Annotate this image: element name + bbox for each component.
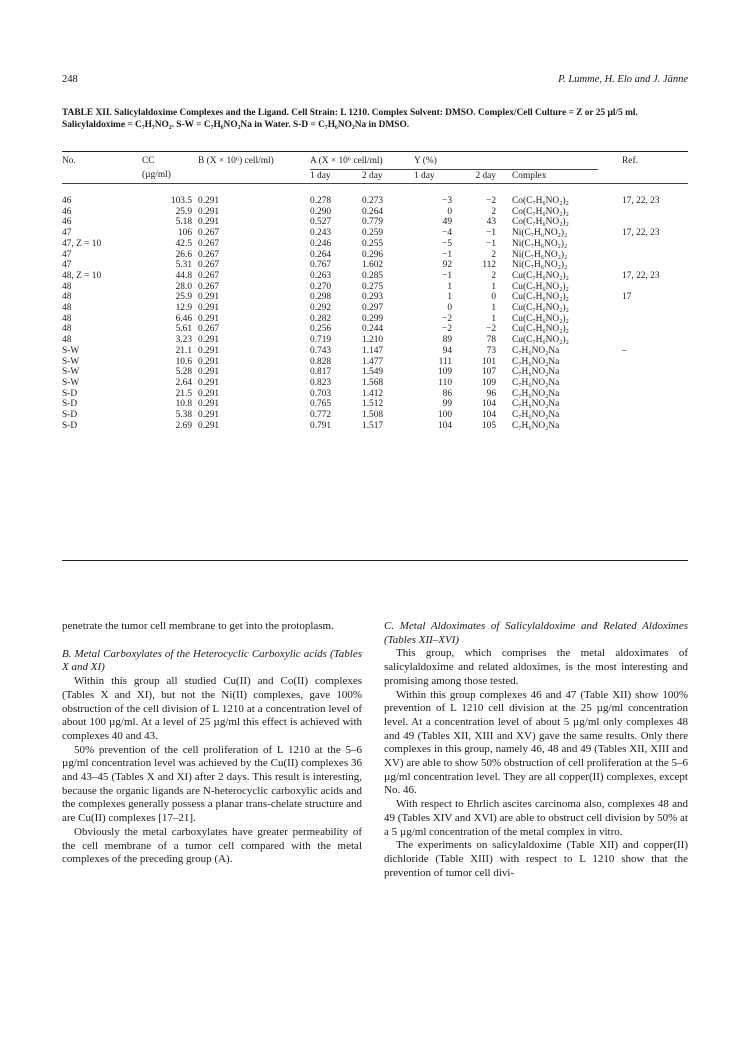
cell-y-2day: 104 <box>481 410 497 421</box>
cell-y-2day: 2 <box>491 270 497 281</box>
cell-complex: Co(C₇H₆NO₂)₂ <box>512 217 569 228</box>
cell-cc: 26.6 <box>175 249 192 260</box>
cell-complex: C₇H₆NO₂Na <box>512 377 560 388</box>
col-header-a-2day: 2 day <box>362 170 414 185</box>
table-row <box>62 217 688 228</box>
cell-y-1day: 89 <box>442 335 453 346</box>
cell-cc: 5.28 <box>175 367 192 378</box>
cell-cc: 5.18 <box>175 217 192 228</box>
cell-a-1day: 0.772 <box>310 410 332 421</box>
cell-y-2day: 104 <box>481 399 497 410</box>
table-top-rule <box>62 151 688 152</box>
cell-b: 0.267 <box>198 249 220 260</box>
table-row <box>62 303 688 314</box>
cell-b: 0.291 <box>198 335 220 346</box>
cell-no: 48 <box>62 292 72 303</box>
cell-a-1day: 0.765 <box>310 399 332 410</box>
cell-complex: C₇H₆NO₂Na <box>512 420 560 431</box>
cell-no: 48 <box>62 335 72 346</box>
cell-ref <box>598 207 688 218</box>
cell-no: 48, Z = 10 <box>62 270 102 281</box>
cell-y-2day: 101 <box>481 356 497 367</box>
cell-a-1day: 0.246 <box>310 238 332 249</box>
cell-complex: C₇H₆NO₂Na <box>512 356 560 367</box>
col-header-cc-unit: (µg/ml) <box>142 169 171 180</box>
cell-y-1day: 1 <box>447 292 453 303</box>
cell-y-2day: −1 <box>486 238 497 249</box>
col-header-complex: Complex <box>502 170 598 185</box>
cell-a-1day: 0.703 <box>310 388 332 399</box>
table-row <box>62 260 688 271</box>
cell-ref: – <box>622 345 627 356</box>
cell-complex: C₇H₆NO₂Na <box>512 345 560 356</box>
table-row <box>62 410 688 421</box>
section-heading: B. Metal Carboxylates of the Heterocyclic Carboxylic acids (Tables X and XI) <box>62 647 362 674</box>
cell-y-2day: −2 <box>486 196 497 206</box>
cell-cc: 3.23 <box>175 335 192 346</box>
cell-a-1day: 0.292 <box>310 303 332 314</box>
cell-a-2day: 1.412 <box>362 388 384 399</box>
cell-no: 48 <box>62 303 72 314</box>
cell-no: S-D <box>62 420 78 431</box>
body-paragraph: 50% prevention of the cell proliferation of L 1210 at the 5–6 µg/ml concentration level was achieved by the Cu(II) complexes 36 and 43–45 (Tables X and XI) after 2 days. This result is interesting, because the organic ligands are N-heterocyclic carboxylic acids and the complexes generally possess a planar trans-chelate structure and are Cu(II) complexes [17–21]. <box>62 743 362 825</box>
cell-b: 0.267 <box>198 324 220 335</box>
table-caption: TABLE XII. Salicylaldoxime Complexes and the Ligand. Cell Strain: L 1210. Complex Solvent: DMSO. Complex/Cell Culture = Z or 25 µl/5 ml. Salicylaldoxime = C₇H₇NO₂. S-W = C₇H₆NO₂Na in Water. S-D = C₇H₆NO₂Na in DMSO. <box>62 108 638 130</box>
header-bottom-rule <box>62 183 688 184</box>
cell-complex: Cu(C₇H₆NO₂)₂ <box>512 313 569 324</box>
cell-no: S-W <box>62 345 80 356</box>
cell-y-1day: 99 <box>442 399 453 410</box>
cell-complex: C₇H₆NO₂Na <box>512 399 560 410</box>
cell-ref <box>598 399 688 410</box>
header-row <box>62 156 688 170</box>
cell-a-2day: 0.293 <box>362 292 384 303</box>
cell-a-2day: 1.512 <box>362 399 384 410</box>
cell-y-1day: 111 <box>438 356 453 367</box>
cell-a-1day: 0.264 <box>310 249 332 260</box>
cell-a-2day: 0.297 <box>362 303 384 314</box>
cell-y-2day: 73 <box>486 345 497 356</box>
cell-no: 47, Z = 10 <box>62 238 102 249</box>
col-header-y-1day: 1 day <box>414 170 458 185</box>
cell-a-1day: 0.290 <box>310 206 332 217</box>
cell-y-1day: 0 <box>447 206 453 217</box>
cell-a-2day: 1.549 <box>362 367 384 378</box>
cell-no: S-W <box>62 367 80 378</box>
cell-complex: Cu(C₇H₆NO₂)₂ <box>512 281 569 292</box>
cell-a-1day: 0.743 <box>310 345 332 356</box>
col-header-cc: CC <box>142 156 155 166</box>
cell-a-2day: 0.244 <box>362 324 384 335</box>
cell-a-2day: 0.259 <box>362 228 384 239</box>
cell-a-1day: 0.527 <box>310 217 332 228</box>
table-row <box>62 228 688 239</box>
cell-ref <box>598 217 688 228</box>
table-row <box>62 399 688 410</box>
cell-a-1day: 0.767 <box>310 260 332 271</box>
section-heading: C. Metal Aldoximates of Salicylaldoxime and Related Aldoximes (Tables XII–XVI) <box>384 620 688 646</box>
cell-ref: 17, 22, 23 <box>622 228 660 239</box>
table-row <box>62 250 688 261</box>
cell-y-2day: 109 <box>481 377 497 388</box>
cell-no: 47 <box>62 249 72 260</box>
body-paragraph: This group, which comprises the metal aldoximates of salicylaldoxime and related aldoximes, is the most interesting and promising among those tested. <box>384 647 688 687</box>
table-body <box>62 184 688 431</box>
cell-b: 0.291 <box>198 399 220 410</box>
cell-ref <box>598 260 688 271</box>
cell-no: 48 <box>62 324 72 335</box>
cell-a-1day: 0.719 <box>310 335 332 346</box>
cell-y-2day: 107 <box>481 367 497 378</box>
body-paragraph: The experiments on salicylaldoxime (Table XII) and copper(II) dichloride (Table XIII) with respect to L 1210 show that the prevention of tumor cell divi- <box>384 839 688 879</box>
cell-complex: Ni(C₇H₆NO₂)₂ <box>512 249 568 260</box>
cell-a-2day: 0.285 <box>362 270 384 281</box>
right-text-column <box>384 620 688 880</box>
cell-y-1day: 1 <box>447 281 453 292</box>
table-row <box>62 282 688 293</box>
cell-cc: 25.9 <box>175 292 192 303</box>
cell-cc: 5.31 <box>175 260 192 271</box>
cell-cc: 10.6 <box>175 356 192 367</box>
cell-y-1day: −4 <box>442 228 453 239</box>
cell-no: 46 <box>62 217 72 228</box>
table-row <box>62 367 688 378</box>
cell-no: S-W <box>62 356 80 367</box>
cell-y-1day: −3 <box>442 196 453 206</box>
cell-a-1day: 0.828 <box>310 356 332 367</box>
cell-y-2day: 0 <box>491 292 497 303</box>
cell-complex: Ni(C₇H₆NO₂)₂ <box>512 260 568 271</box>
cell-ref: 17 <box>622 292 632 303</box>
cell-y-1day: −5 <box>442 238 453 249</box>
cell-ref <box>598 324 688 335</box>
cell-y-1day: 92 <box>442 260 453 271</box>
cell-ref <box>598 314 688 325</box>
cell-y-1day: 86 <box>442 388 453 399</box>
cell-ref: 17, 22, 23 <box>622 270 660 281</box>
cell-cc: 106 <box>177 228 192 239</box>
cell-no: S-D <box>62 388 78 399</box>
table-row <box>62 357 688 368</box>
cell-b: 0.291 <box>198 217 220 228</box>
cell-b: 0.267 <box>198 228 220 239</box>
cell-a-2day: 1.477 <box>362 356 384 367</box>
cell-a-2day: 0.255 <box>362 238 384 249</box>
cell-cc: 21.5 <box>175 388 192 399</box>
cell-y-1day: 0 <box>447 303 453 314</box>
cell-ref <box>598 303 688 314</box>
left-text-column <box>62 620 362 867</box>
cell-ref <box>598 378 688 389</box>
cell-complex: Cu(C₇H₆NO₂)₂ <box>512 324 569 335</box>
body-paragraph: Obviously the metal carboxylates have greater permeability of the cell membrane of a tumor cell compared with the metal complexes of the preceding group (A). <box>62 825 362 866</box>
cell-y-2day: 2 <box>491 249 497 260</box>
cell-y-1day: −2 <box>442 324 453 335</box>
cell-a-2day: 0.275 <box>362 281 384 292</box>
cell-b: 0.291 <box>198 196 220 206</box>
cell-y-1day: −2 <box>442 313 453 324</box>
cell-b: 0.291 <box>198 356 220 367</box>
col-header-a: A (X × 10⁶ cell/ml) <box>310 156 383 166</box>
cell-cc: 2.64 <box>175 377 192 388</box>
col-header-no: No. <box>62 156 76 166</box>
cell-a-1day: 0.263 <box>310 270 332 281</box>
cell-ref <box>598 335 688 346</box>
table-row <box>62 346 688 357</box>
cell-cc: 2.69 <box>175 420 192 431</box>
cell-complex: Co(C₇H₆NO₂)₂ <box>512 196 569 206</box>
cell-complex: Ni(C₇H₆NO₂)₂ <box>512 228 568 239</box>
cell-a-2day: 1.210 <box>362 335 384 346</box>
cell-complex: C₇H₆NO₂Na <box>512 410 560 421</box>
cell-y-2day: 105 <box>481 420 497 431</box>
cell-y-2day: 1 <box>491 281 497 292</box>
table-row <box>62 389 688 400</box>
cell-b: 0.291 <box>198 303 220 314</box>
cell-a-1day: 0.278 <box>310 196 332 206</box>
body-paragraph: penetrate the tumor cell membrane to get into the protoplasm. <box>62 620 334 632</box>
cell-y-2day: 112 <box>482 260 497 271</box>
cell-complex: Cu(C₇H₆NO₂)₂ <box>512 292 569 303</box>
cell-complex: Cu(C₇H₆NO₂)₂ <box>512 270 569 281</box>
cell-complex: Cu(C₇H₆NO₂)₂ <box>512 303 569 314</box>
cell-y-2day: 2 <box>491 206 497 217</box>
cell-b: 0.291 <box>198 420 220 431</box>
cell-cc: 103.5 <box>170 196 192 206</box>
cell-no: 46 <box>62 206 72 217</box>
cell-no: 47 <box>62 228 72 239</box>
cell-y-1day: 100 <box>437 410 453 421</box>
cell-b: 0.291 <box>198 345 220 356</box>
cell-a-2day: 0.264 <box>362 206 384 217</box>
cell-b: 0.267 <box>198 270 220 281</box>
cell-b: 0.267 <box>198 260 220 271</box>
cell-b: 0.267 <box>198 281 220 292</box>
cell-ref: 17, 22, 23 <box>622 196 660 206</box>
cell-a-1day: 0.298 <box>310 292 332 303</box>
cell-no: 48 <box>62 313 72 324</box>
cell-b: 0.291 <box>198 206 220 217</box>
cell-ref <box>598 282 688 293</box>
cell-b: 0.267 <box>198 238 220 249</box>
table-row <box>62 421 688 432</box>
col-header-b: B (X × 10⁶) cell/ml) <box>198 156 274 166</box>
cell-y-2day: 1 <box>491 313 497 324</box>
cell-cc: 28.0 <box>175 281 192 292</box>
cell-y-1day: −1 <box>442 249 453 260</box>
cell-b: 0.291 <box>198 410 220 421</box>
cell-y-1day: 104 <box>437 420 453 431</box>
cell-ref <box>598 389 688 400</box>
page-number: 248 <box>62 74 78 85</box>
cell-cc: 10.8 <box>175 399 192 410</box>
cell-y-1day: 109 <box>437 367 453 378</box>
table-row <box>62 271 688 282</box>
cell-no: 47 <box>62 260 72 271</box>
cell-no: 48 <box>62 281 72 292</box>
cell-y-1day: 94 <box>442 345 453 356</box>
running-head: P. Lumme, H. Elo and J. Jänne <box>558 74 688 85</box>
cell-a-1day: 0.282 <box>310 313 332 324</box>
cell-y-1day: −1 <box>442 270 453 281</box>
col-header-a-1day: 1 day <box>310 170 362 185</box>
cell-ref <box>598 367 688 378</box>
cell-complex: Cu(C₇H₆NO₂)₂ <box>512 335 569 346</box>
table-row <box>62 324 688 335</box>
table-row <box>62 314 688 325</box>
cell-a-1day: 0.256 <box>310 324 332 335</box>
cell-a-2day: 0.273 <box>362 196 384 206</box>
cell-a-1day: 0.817 <box>310 367 332 378</box>
cell-cc: 44.8 <box>175 270 192 281</box>
table-row <box>62 378 688 389</box>
cell-a-2day: 1.602 <box>362 260 384 271</box>
cell-b: 0.291 <box>198 388 220 399</box>
cell-y-2day: 43 <box>486 217 497 228</box>
cell-y-2day: 78 <box>486 335 497 346</box>
body-paragraph: Within this group all studied Cu(II) and Co(II) complexes (Tables X and XI), but not the Ni(II) complexes, gave 100% obstruction of the cell division of L 1210 at a concentration level of about 100 µg/ml. At a level of 25 µg/ml this effect is achieved with complexes 40 and 43. <box>62 675 362 742</box>
cell-cc: 12.9 <box>175 303 192 314</box>
cell-a-2day: 1.508 <box>362 410 384 421</box>
cell-complex: C₇H₆NO₂Na <box>512 367 560 378</box>
cell-b: 0.291 <box>198 377 220 388</box>
table-row <box>62 239 688 250</box>
cell-y-2day: 1 <box>491 303 497 314</box>
cell-complex: Ni(C₇H₆NO₂)₂ <box>512 238 568 249</box>
cell-b: 0.291 <box>198 313 220 324</box>
table-row <box>62 207 688 218</box>
cell-cc: 21.1 <box>175 345 192 356</box>
cell-ref <box>598 357 688 368</box>
data-table <box>62 156 688 431</box>
col-header-y: Y (%) <box>414 156 437 166</box>
cell-no: S-D <box>62 410 78 421</box>
cell-y-2day: −2 <box>486 324 497 335</box>
col-header-y-2day: 2 day <box>458 170 502 185</box>
table-row <box>62 184 688 207</box>
cell-a-1day: 0.791 <box>310 420 332 431</box>
cell-a-2day: 1.517 <box>362 420 384 431</box>
cell-ref <box>598 239 688 250</box>
cell-a-1day: 0.243 <box>310 228 332 239</box>
cell-y-2day: −1 <box>486 228 497 239</box>
cell-a-2day: 1.147 <box>362 345 384 356</box>
cell-a-1day: 0.270 <box>310 281 332 292</box>
cell-y-2day: 96 <box>486 388 497 399</box>
cell-cc: 42.5 <box>175 238 192 249</box>
cell-a-1day: 0.823 <box>310 377 332 388</box>
cell-no: S-W <box>62 377 80 388</box>
cell-y-1day: 110 <box>438 377 453 388</box>
cell-no: S-D <box>62 399 78 410</box>
table-bottom-rule <box>62 560 688 561</box>
cell-a-2day: 1.568 <box>362 377 384 388</box>
table-row <box>62 292 688 303</box>
cell-no: 46 <box>62 196 72 206</box>
body-paragraph: With respect to Ehrlich ascites carcinoma also, complexes 48 and 49 (Tables XIV and XVI) are able to obstruct cell division by 50% at a 5 µg/ml concentration of the metal complex in vitro. <box>384 798 688 838</box>
cell-y-1day: 49 <box>442 217 453 228</box>
cell-cc: 5.38 <box>175 410 192 421</box>
table-row <box>62 335 688 346</box>
cell-complex: Co(C₇H₆NO₂)₂ <box>512 206 569 217</box>
cell-cc: 25.9 <box>175 206 192 217</box>
cell-cc: 5.61 <box>175 324 192 335</box>
cell-cc: 6.46 <box>175 313 192 324</box>
col-header-ref: Ref. <box>622 156 638 166</box>
cell-a-2day: 0.299 <box>362 313 384 324</box>
cell-b: 0.291 <box>198 292 220 303</box>
cell-ref <box>598 250 688 261</box>
subheader-row <box>62 170 688 185</box>
body-paragraph: Within this group complexes 46 and 47 (Table XII) show 100% prevention of L 1210 cell division at the 25 µg/ml concentration level. At a concentration level of about 5 µg/ml only complexes 48 and 49 (Tables XII, XIII and XV) gave the same results. Only there complexes in this group, namely 46, 48 and 49 (Tables XII, XIII and XV) are able to show 50% obstruction of cell proliferation at the 5–6 µg/ml concentration level. They are all copper(II) complexes, except No. 46. <box>384 688 688 797</box>
cell-complex: C₇H₆NO₂Na <box>512 388 560 399</box>
cell-ref <box>598 421 688 432</box>
cell-b: 0.291 <box>198 367 220 378</box>
cell-a-2day: 0.296 <box>362 249 384 260</box>
cell-a-2day: 0.779 <box>362 217 384 228</box>
cell-ref <box>598 410 688 421</box>
